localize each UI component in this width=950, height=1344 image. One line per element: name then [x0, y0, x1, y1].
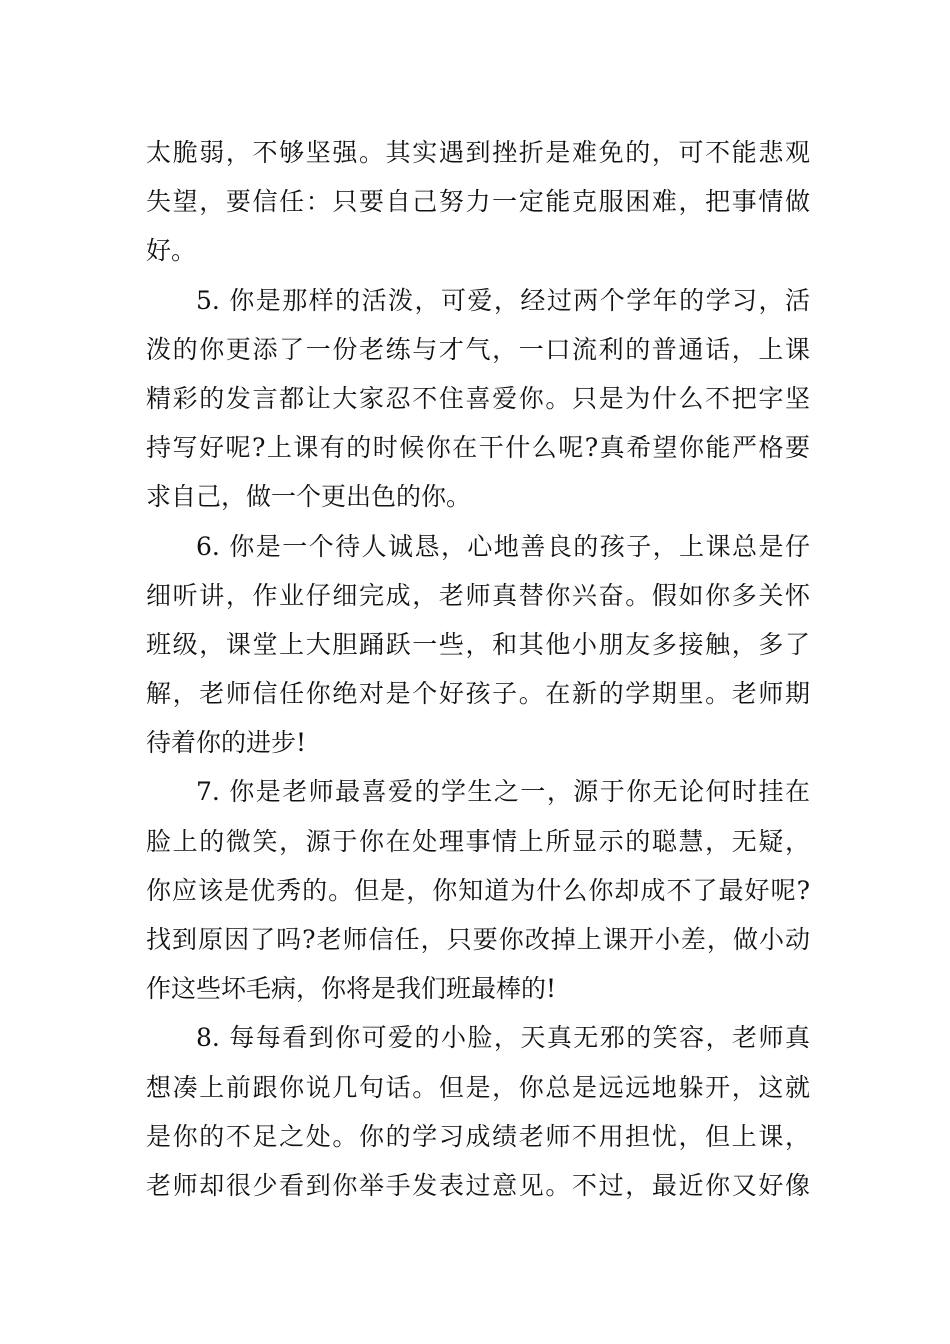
paragraph-first-line: 5. 你是那样的活泼，可爱，经过两个学年的学习，活 [196, 285, 810, 315]
text-line: 求自己，做一个更出色的你。 [146, 482, 472, 512]
text-line: 失望，要信任：只要自己努力一定能克服困难，把事情做 [146, 187, 810, 217]
text-line: 找到原因了吗?老师信任，只要你改掉上课开小差，做小动 [146, 925, 810, 954]
text-line: 班级，课堂上大胆踊跃一些，和其他小朋友多接触，多了 [146, 629, 810, 659]
text-line: 太脆弱，不够坚强。其实遇到挫折是难免的，可不能悲观 [146, 138, 810, 167]
paragraph-first-line: 6. 你是一个待人诚恳，心地善良的孩子，上课总是仔 [196, 531, 810, 561]
paragraph-first-line: 7. 你是老师最喜爱的学生之一，源于你无论何时挂在 [196, 777, 810, 807]
text-line: 解，老师信任你绝对是个好孩子。在新的学期里。老师期 [146, 679, 810, 709]
text-line: 想凑上前跟你说几句话。但是，你总是远远地躲开，这就 [146, 1072, 810, 1102]
text-line: 脸上的微笑，源于你在处理事情上所显示的聪慧，无疑， [146, 826, 810, 856]
text-line: 泼的你更添了一份老练与才气，一口流利的普通话，上课 [146, 334, 810, 364]
text-line: 你应该是优秀的。但是，你知道为什么你却成不了最好呢? [146, 875, 810, 905]
text-line: 好。 [146, 236, 197, 266]
text-line: 老师却很少看到你举手发表过意见。不过，最近你又好像 [146, 1170, 810, 1200]
body-text [146, 128, 810, 1210]
text-line: 待着你的进步! [146, 728, 307, 758]
text-line: 精彩的发言都让大家忍不住喜爱你。只是为什么不把字坚 [146, 383, 810, 413]
text-line: 作这些坏毛病，你将是我们班最棒的! [146, 974, 557, 1004]
paragraph-first-line: 8. 每每看到你可爱的小脸，天真无邪的笑容，老师真 [196, 1023, 810, 1053]
text-line: 是你的不足之处。你的学习成绩老师不用担忧，但上课， [146, 1121, 810, 1151]
text-line: 持写好呢?上课有的时候你在干什么呢?真希望你能严格要 [146, 433, 810, 463]
text-line: 细听讲，作业仔细完成，老师真替你兴奋。假如你多关怀 [146, 580, 810, 610]
